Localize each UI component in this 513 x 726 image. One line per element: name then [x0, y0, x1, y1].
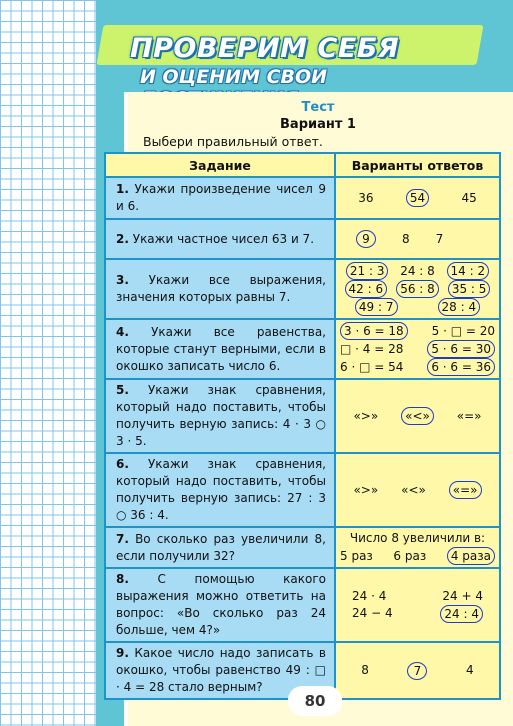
task-question	[105, 219, 335, 259]
answer-option[interactable]: 5 · □ = 20	[431, 323, 495, 338]
answer-option-circled[interactable]: 9	[356, 230, 376, 248]
answer-option-circled[interactable]: 56 : 8	[396, 280, 439, 298]
banner-title-line2: И ОЦЕНИМ СВОИ	[140, 66, 328, 88]
table-row	[105, 453, 500, 527]
task-question	[105, 379, 335, 453]
table-row	[105, 319, 500, 379]
answer-option[interactable]: 24 + 4	[442, 588, 483, 603]
task-number: 8.	[116, 572, 129, 586]
table-row	[105, 177, 500, 219]
answer-option-circled[interactable]: 35 : 5	[448, 280, 491, 298]
answer-option-circled[interactable]: 7	[407, 662, 427, 680]
answer-option[interactable]: «>»	[353, 408, 379, 423]
task-answers	[335, 527, 500, 568]
task-number: 5.	[116, 383, 129, 397]
column-header-task: Задание	[105, 153, 335, 177]
answer-option[interactable]: 8	[402, 231, 410, 246]
task-question	[105, 319, 335, 379]
answer-option-circled[interactable]: 54	[406, 189, 429, 207]
task-number: 2.	[116, 231, 129, 246]
answer-option-circled[interactable]: 42 : 6	[345, 280, 388, 298]
answer-option-circled[interactable]: 6 · 6 = 36	[427, 358, 495, 376]
task-text: Какое число надо записать в окошко, чтобы равенство 49 : □ · 4 = 28 стало верным?	[116, 646, 326, 694]
table-row	[105, 568, 500, 642]
task-question	[105, 453, 335, 527]
answer-option[interactable]: 6 раз	[393, 548, 427, 563]
answer-option[interactable]: 8	[361, 663, 369, 677]
page-number: 80	[288, 686, 342, 716]
tasks-table	[104, 152, 501, 700]
task-text: Укажи знак сравнения, который надо поставить, чтобы получить верную запись:	[116, 457, 326, 505]
column-header-answers: Варианты ответов	[335, 153, 500, 177]
task-text: Укажи частное чисел 63 и 7.	[132, 231, 315, 246]
task-number: 9.	[116, 646, 129, 660]
answer-option-circled[interactable]: «<»	[401, 407, 434, 425]
answer-option[interactable]: 24 · 4	[352, 588, 387, 603]
task-answers	[335, 453, 500, 527]
answer-option[interactable]: 24 − 4	[352, 606, 393, 620]
task-text: Укажи знак сравнения, который надо поставить, чтобы получить верную запись:	[116, 383, 326, 431]
task-question	[105, 259, 335, 319]
task-answers	[335, 219, 500, 259]
task-answers	[335, 568, 500, 642]
answer-option[interactable]: «>»	[353, 482, 379, 497]
task-answers	[335, 259, 500, 319]
task-text: Во сколько раз увеличили 8, если получили 32?	[116, 531, 326, 563]
answer-option[interactable]: «=»	[456, 408, 482, 423]
table-row	[105, 219, 500, 259]
task-number: 1.	[116, 182, 129, 196]
answer-option-circled[interactable]: 4 раза	[447, 547, 495, 565]
task-text: Укажи произведение чисел 9 и 6.	[116, 182, 326, 213]
table-row	[105, 379, 500, 453]
task-question	[105, 177, 335, 219]
test-instruction: Выбери правильный ответ.	[143, 134, 323, 149]
task-expression: 27 : 3 ○ 36 : 4.	[116, 491, 326, 522]
task-question	[105, 527, 335, 568]
table-header-row	[105, 153, 500, 177]
task-number: 6.	[116, 457, 129, 471]
task-number: 3.	[116, 273, 129, 287]
table-row	[105, 527, 500, 568]
answer-option[interactable]: 36	[358, 190, 374, 205]
task-answers	[335, 642, 500, 699]
task-number: 4.	[116, 324, 129, 339]
task-text: Укажи все равенства, которые станут верными, если в окошко записать число 6.	[116, 324, 326, 373]
answer-option-circled[interactable]: «=»	[449, 481, 482, 499]
task-answers	[335, 319, 500, 379]
task-question	[105, 568, 335, 642]
test-header	[128, 100, 508, 133]
task-text: С помощью какого выражения можно ответить на вопрос: «Во сколько раз 24 больше, чем 4?»	[116, 572, 326, 637]
task-number: 7.	[116, 531, 129, 546]
answer-option[interactable]: □ · 4 = 28	[340, 341, 404, 356]
answer-option[interactable]: 7	[435, 231, 444, 246]
answer-option-circled[interactable]: 14 : 2	[447, 262, 490, 280]
answer-option-circled[interactable]: 5 · 6 = 30	[427, 340, 495, 358]
test-title: Тест	[301, 100, 335, 115]
task-expression: 4 · 3 ○ 3 · 5.	[116, 417, 326, 448]
answer-option-circled[interactable]: 49 : 7	[355, 298, 398, 316]
answer-option-circled[interactable]: 28 : 4	[438, 298, 481, 316]
task-answers	[335, 379, 500, 453]
answer-option[interactable]: 5 раз	[340, 548, 373, 563]
answer-option[interactable]: 24 : 8	[400, 263, 435, 278]
banner-title-line1: ПРОВЕРИМ СЕБЯ	[130, 33, 400, 64]
answer-option[interactable]: «<»	[401, 482, 426, 497]
table-row	[105, 259, 500, 319]
answer-lead: Число 8 увеличили в:	[349, 531, 486, 545]
title-banner	[100, 25, 480, 95]
answer-option[interactable]: 4	[466, 663, 474, 677]
answer-option[interactable]: 6 · □ = 54	[340, 359, 404, 374]
answer-option[interactable]: 45	[461, 190, 477, 205]
task-text: Укажи все выражения, значения которых равны 7.	[116, 273, 326, 304]
answer-option-circled[interactable]: 21 : 3	[346, 262, 389, 280]
answer-option-circled[interactable]: 24 : 4	[440, 605, 483, 623]
task-answers	[335, 177, 500, 219]
test-variant: Вариант 1	[280, 117, 356, 132]
answer-option-circled[interactable]: 3 · 6 = 18	[340, 322, 408, 340]
